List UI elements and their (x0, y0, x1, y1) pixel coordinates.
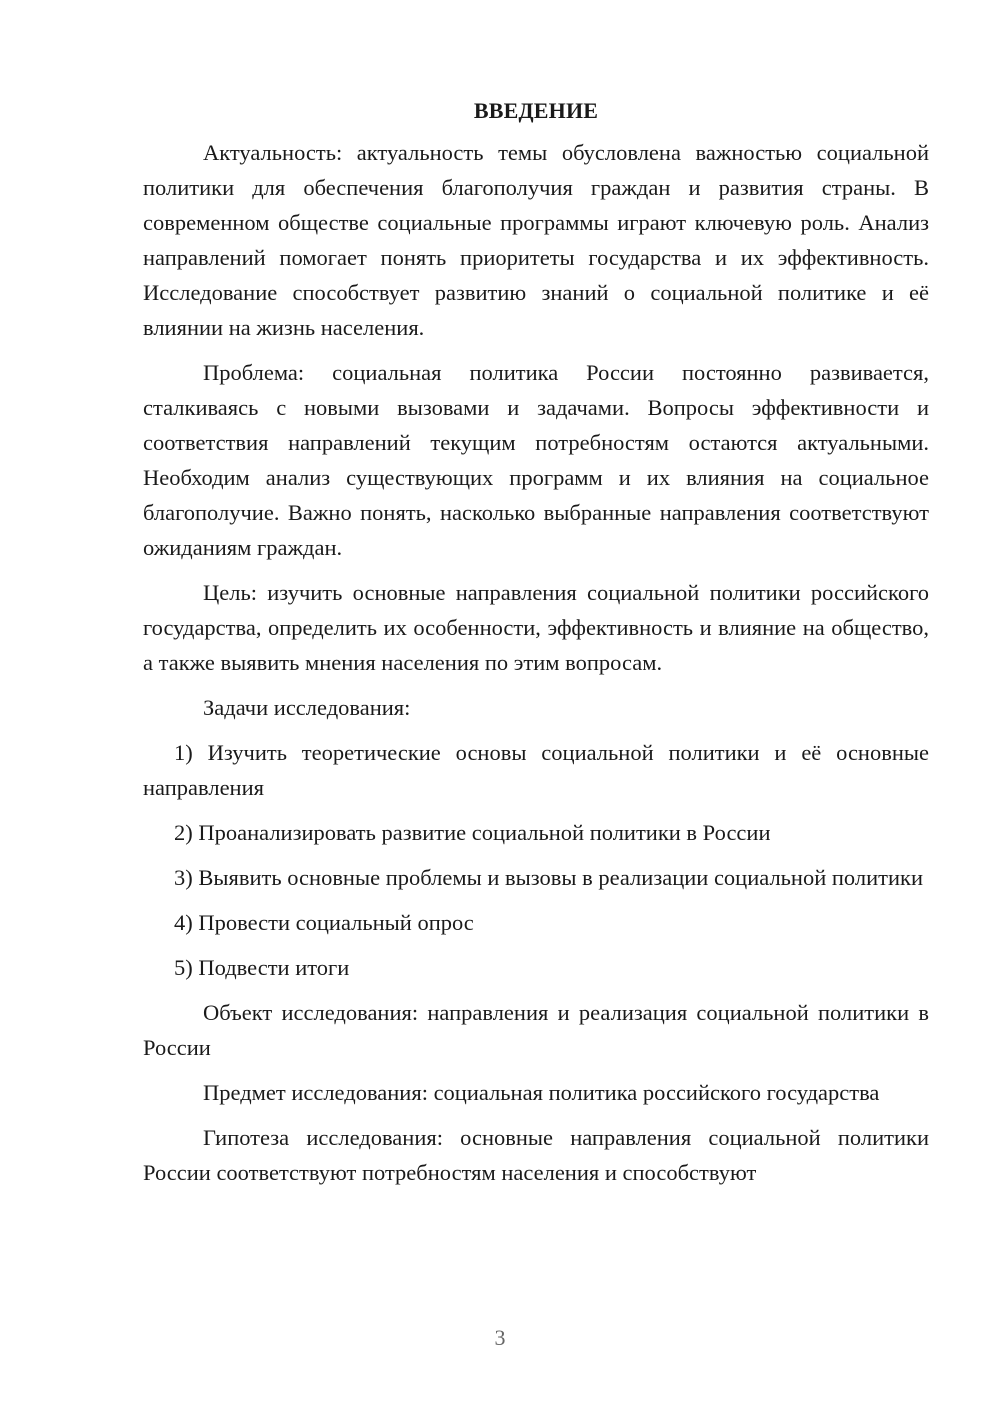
task-item-4: 4) Провести социальный опрос (174, 910, 474, 935)
task-item-2: 2) Проанализировать развитие социальной политики в России (174, 820, 771, 845)
subject-paragraph: Предмет исследования: социальная политика российского государства (203, 1080, 880, 1105)
page-content (143, 93, 929, 1190)
object-paragraph: Объект исследования: направления и реализация социальной политики в России (143, 1000, 929, 1060)
tasks-heading: Задачи исследования: (203, 695, 411, 720)
task-item-5: 5) Подвести итоги (174, 955, 350, 980)
task-item-3: 3) Выявить основные проблемы и вызовы в реализации социальной политики (174, 865, 924, 890)
section-title: ВВЕДЕНИЕ (473, 98, 599, 123)
problem-paragraph: Проблема: социальная политика России постоянно развивается, сталкиваясь с новыми вызовами и задачами. Вопросы эффективности и соответствия направлений текущим потребностям остаются актуальными. Необходим анализ существующих программ и их влияния на социальное благополучие. Важно понять, насколько выбранные направления соответствуют ожиданиям граждан. (143, 360, 929, 560)
goal-paragraph: Цель: изучить основные направления социальной политики российского государства, определить их особенности, эффективность и влияние на общество, а также выявить мнения населения по этим вопросам. (143, 580, 929, 675)
hypothesis-paragraph: Гипотеза исследования: основные направления социальной политики России соответствуют потребностям населения и способствуют (143, 1125, 929, 1185)
page-number: 3 (494, 1325, 506, 1350)
task-item-1: 1) Изучить теоретические основы социальной политики и её основные направления (143, 740, 929, 800)
relevance-paragraph: Актуальность: актуальность темы обусловлена важностью социальной политики для обеспечения благополучия граждан и развития страны. В современном обществе социальные программы играют ключевую роль. Анализ направлений помогает понять приоритеты государства и их эффективность. Исследование способствует развитию знаний о социальной политике и её влиянии на жизнь населения. (143, 140, 929, 340)
